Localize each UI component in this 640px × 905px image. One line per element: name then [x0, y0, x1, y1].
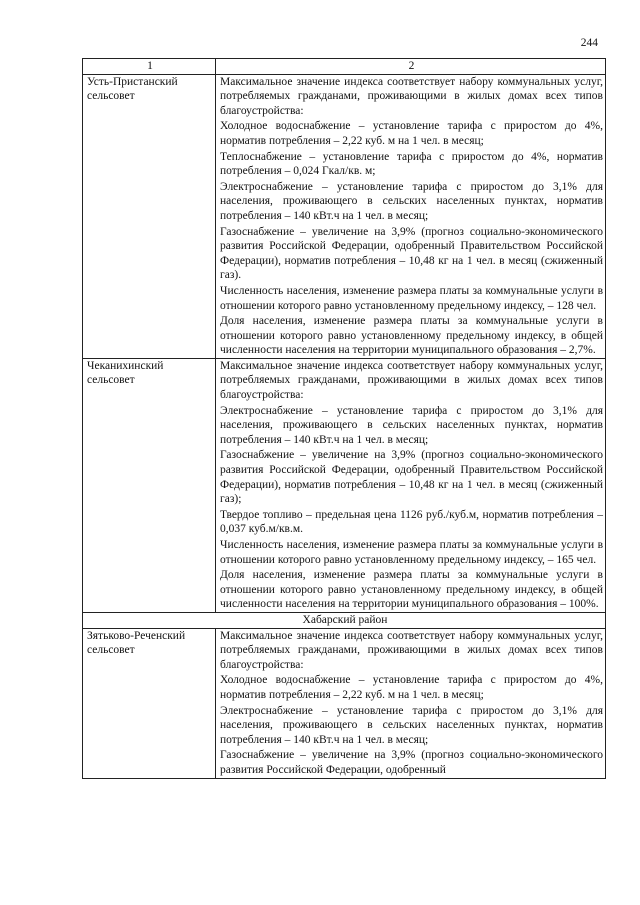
paragraph: Максимальное значение индекса соответствует набору коммунальных услуг, потребляемых гражданами, проживающими в жилых домах всех типов благоустройства: [220, 359, 603, 402]
municipality-name-line: сельсовет [87, 90, 135, 103]
table-row [83, 74, 606, 358]
paragraph: Газоснабжение – увеличение на 3,9% (прогноз социально-экономического развития Российской Федерации, одобренный [220, 749, 603, 776]
header-col-2: 2 [216, 59, 606, 75]
municipality-name-line: Зятьково-Реченский [87, 629, 186, 642]
description-cell [216, 74, 606, 358]
municipality-cell [83, 74, 216, 358]
page-number: 244 [580, 37, 598, 49]
region-row [83, 612, 606, 628]
paragraph: Максимальное значение индекса соответствует набору коммунальных услуг, потребляемых гражданами, проживающими в жилых домах всех типов благоустройства: [220, 629, 603, 671]
paragraph: Численность населения, изменение размера платы за коммунальные услуги в отношении которого равно установленному предельному индексу, – 128 чел. [220, 284, 603, 312]
paragraph: Доля населения, изменение размера платы за коммунальные услуги в отношении которого равно установленному предельному индексу, в общей численности населения на территории муниципального образования – 100%. [220, 569, 603, 611]
paragraph: Максимальное значение индекса соответствует набору коммунальных услуг, потребляемых гражданами, проживающими в жилых домах всех типов благоустройства: [220, 75, 603, 117]
paragraph: Электроснабжение – установление тарифа с приростом до 3,1% для населения, проживающего в сельских населенных пунктах, норматив потребления – 140 кВт.ч на 1 чел. в месяц; [220, 404, 603, 446]
paragraph: Численность населения, изменение размера платы за коммунальные услуги в отношении которого равно установленному предельному индексу, – 165 чел. [220, 539, 603, 566]
table-header-row [83, 59, 606, 75]
region-title: Хабарский район [83, 612, 606, 628]
municipality-cell [83, 358, 216, 612]
paragraph: Электроснабжение – установление тарифа с приростом до 3,1% для населения, проживающего в сельских населенных пунктах, норматив потребления – 140 кВт.ч на 1 чел. в месяц; [220, 180, 603, 222]
municipality-name-line: Чеканихинский [87, 359, 164, 372]
paragraph: Электроснабжение – установление тарифа с приростом до 3,1% для населения, проживающего в сельских населенных пунктах, норматив потребления – 140 кВт.ч на 1 чел. в месяц; [220, 704, 603, 746]
description-cell [216, 628, 606, 778]
paragraph: Теплоснабжение – установление тарифа с приростом до 4%, норматив потребления – 0,024 Гкал/кв. м; [220, 150, 603, 178]
paragraph: Холодное водоснабжение – установление тарифа с приростом до 4%, норматив потребления – 2,22 куб. м на 1 чел. в месяц; [220, 674, 603, 701]
paragraph: Газоснабжение – увеличение на 3,9% (прогноз социально-экономического развития Российской Федерации, одобренный Правительством Российской Федерации), норматив потребления – 10,48 кг на 1 чел. в месяц (сжиженный газ); [220, 449, 603, 506]
municipality-name-line: сельсовет [87, 374, 135, 387]
paragraph: Газоснабжение – увеличение на 3,9% (прогноз социально-экономического развития Российской Федерации, одобренный Правительством Российской Федерации), норматив потребления – 10,48 кг на 1 чел. в месяц (сжиженный газ). [220, 225, 603, 282]
tariff-table [82, 58, 606, 779]
description-cell [216, 358, 606, 612]
municipality-cell [83, 628, 216, 778]
paragraph: Твердое топливо – предельная цена 1126 руб./куб.м, норматив потребления – 0,037 куб.м/кв.м. [220, 508, 603, 536]
paragraph: Доля населения, изменение размера платы за коммунальные услуги в отношении которого равно установленному предельному индексу, в общей численности населения на территории муниципального образования – 2,7%. [220, 315, 603, 357]
header-col-1: 1 [83, 59, 216, 75]
table-row [83, 358, 606, 612]
table-row [83, 628, 606, 778]
paragraph: Холодное водоснабжение – установление тарифа с приростом до 4%, норматив потребления – 2,22 куб. м на 1 чел. в месяц; [220, 120, 603, 147]
municipality-name-line: сельсовет [87, 644, 135, 657]
municipality-name-line: Усть-Пристанский [87, 75, 178, 88]
